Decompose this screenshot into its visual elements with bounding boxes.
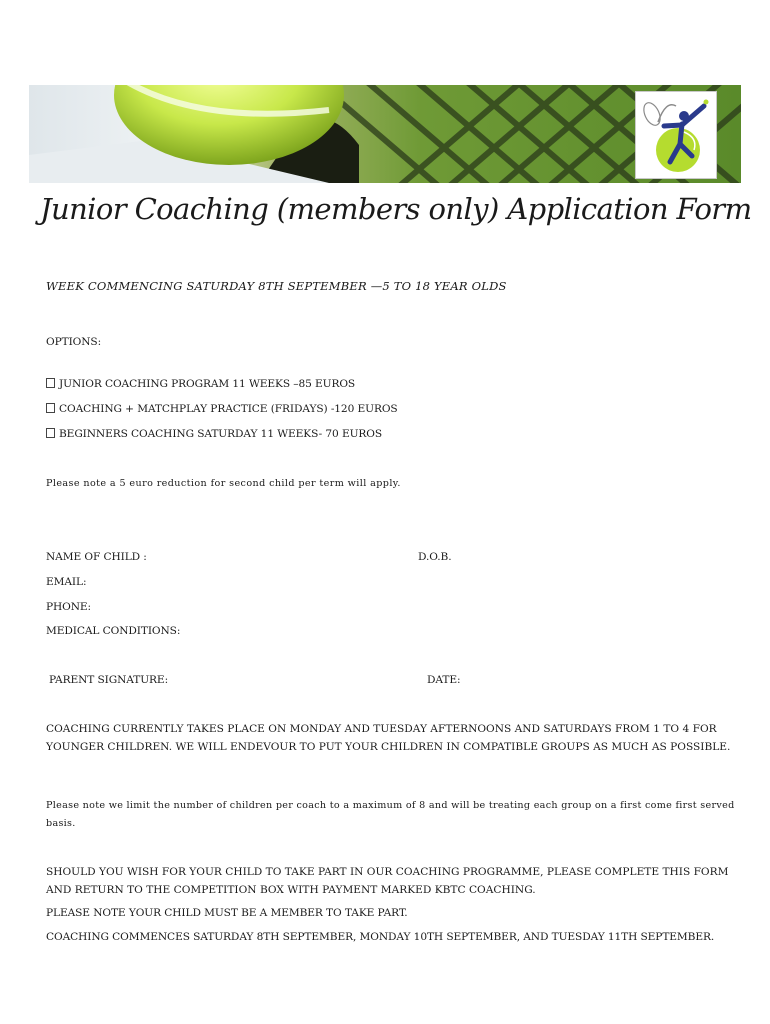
checkbox-icon[interactable]: [46, 428, 55, 438]
option-label: COACHING + MATCHPLAY PRACTICE (FRIDAYS) -120 EUROS: [59, 403, 398, 415]
option-label: JUNIOR COACHING PROGRAM 11 WEEKS –85 EUROS: [59, 378, 356, 390]
date-field[interactable]: DATE:: [427, 674, 461, 686]
checkbox-icon[interactable]: [46, 403, 55, 413]
option-label: BEGINNERS COACHING SATURDAY 11 WEEKS- 70 EUROS: [59, 428, 383, 440]
parent-signature-field[interactable]: PARENT SIGNATURE:: [49, 674, 169, 686]
club-logo: [635, 91, 717, 179]
return-instructions: SHOULD YOU WISH FOR YOUR CHILD TO TAKE PART IN OUR COACHING PROGRAMME, PLEASE COMPLETE THIS FORM AND RETURN TO THE COMPETITION BOX WITH PAYMENT MARKED KBTC COACHING.: [46, 866, 729, 896]
email-field[interactable]: EMAIL:: [46, 576, 87, 588]
phone-field[interactable]: PHONE:: [46, 601, 92, 613]
option-item[interactable]: [46, 428, 382, 440]
dob-field[interactable]: D.O.B.: [418, 551, 452, 563]
checkbox-icon[interactable]: [46, 378, 55, 388]
medical-conditions-field[interactable]: MEDICAL CONDITIONS:: [46, 625, 181, 637]
child-name-field[interactable]: NAME OF CHILD :: [46, 551, 147, 563]
options-heading: OPTIONS:: [46, 336, 102, 348]
coach-limit-note: Please note we limit the number of children per coach to a maximum of 8 and will be treating each group on a first come first served basis.: [46, 800, 735, 829]
reduction-note: Please note a 5 euro reduction for second child per term will apply.: [46, 478, 401, 489]
form-subtitle: WEEK COMMENCING SATURDAY 8TH SEPTEMBER —5 TO 18 YEAR OLDS: [46, 279, 507, 293]
schedule-info: COACHING CURRENTLY TAKES PLACE ON MONDAY AND TUESDAY AFTERNOONS AND SATURDAYS FROM 1 TO 4 FOR YOUNGER CHILDREN. WE WILL ENDEVOUR TO PUT YOUR CHILDREN IN COMPATIBLE GROUPS AS MUCH AS POSSIBLE.: [46, 723, 731, 753]
option-item[interactable]: [46, 403, 398, 415]
option-item[interactable]: [46, 378, 355, 390]
form-title: Junior Coaching (members only) Application Form: [40, 192, 752, 226]
header-banner: [29, 85, 741, 183]
commencement-dates: COACHING COMMENCES SATURDAY 8TH SEPTEMBER, MONDAY 10TH SEPTEMBER, AND TUESDAY 11TH SEPTEMBER.: [46, 931, 715, 943]
membership-note: PLEASE NOTE YOUR CHILD MUST BE A MEMBER TO TAKE PART.: [46, 907, 408, 919]
